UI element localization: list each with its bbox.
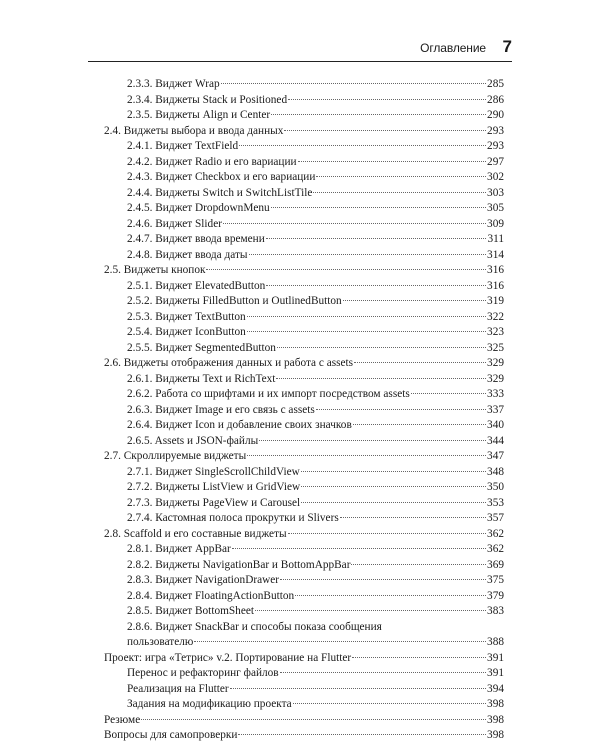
toc-entry-title: 2.4.7. Виджет ввода времени: [127, 233, 265, 245]
dot-leader: [313, 192, 486, 193]
toc-page-number: 302: [487, 171, 504, 183]
toc-page-number: 311: [487, 233, 504, 245]
toc-entry-title: 2.6.1. Виджеты Text и RichText: [127, 372, 276, 385]
toc-entry[interactable]: [104, 403, 504, 419]
toc-entry[interactable]: [104, 666, 504, 682]
toc-page-number: 309: [487, 217, 504, 230]
toc-page-number: 305: [487, 202, 504, 214]
dot-leader: [316, 409, 486, 410]
dot-leader: [247, 455, 486, 456]
dot-leader: [223, 223, 486, 224]
toc-entry[interactable]: [104, 77, 504, 93]
dot-leader: [352, 657, 486, 658]
toc-page-number: 297: [487, 155, 504, 168]
dot-leader: [266, 285, 486, 286]
page-header: [88, 39, 512, 62]
toc-entry-title: Вопросы для самопроверки: [104, 729, 238, 741]
toc-page-number: 340: [487, 419, 504, 431]
toc-entry[interactable]: [104, 155, 504, 171]
toc-entry-title: Перенос и рефакторинг файлов: [127, 667, 279, 679]
dot-leader: [301, 502, 486, 503]
toc-page-number: 398: [487, 698, 504, 710]
dot-leader: [141, 719, 486, 720]
toc-entry-title: Резюме: [104, 713, 141, 726]
toc-entry-title: 2.4.1. Виджет TextField: [127, 140, 239, 152]
toc-page-number: 316: [487, 264, 504, 276]
toc-entry-title: 2.5. Виджеты кнопок: [104, 264, 206, 276]
toc-entry[interactable]: [104, 558, 504, 574]
toc-page-number: 290: [487, 109, 504, 121]
toc-page-number: 379: [487, 589, 504, 602]
toc-page-number: 286: [487, 93, 504, 106]
toc-entry-title: 2.8. Scaffold и его составные виджеты: [104, 527, 287, 540]
toc-entry[interactable]: [104, 93, 504, 109]
toc-entry[interactable]: [104, 279, 504, 295]
toc-entry[interactable]: [104, 201, 504, 217]
toc-entry[interactable]: [104, 310, 504, 326]
dot-leader: [276, 378, 486, 379]
toc-entry[interactable]: [104, 170, 504, 186]
toc-entry-title: 2.4.8. Виджет ввода даты: [127, 248, 248, 261]
toc-page-number: 333: [487, 388, 504, 400]
toc-page-number: 398: [487, 713, 504, 726]
toc-entry-title: 2.6.2. Работа со шрифтами и их импорт посредством assets: [127, 388, 410, 400]
toc-entry[interactable]: [104, 248, 504, 264]
toc-page-number: 350: [487, 481, 504, 493]
toc-page-number: 314: [487, 248, 504, 261]
toc-entry-title: 2.7. Скроллируемые виджеты: [104, 450, 247, 462]
dot-leader: [288, 533, 486, 534]
toc-page-number: 391: [487, 667, 504, 679]
toc-page-number: 375: [487, 574, 504, 586]
toc-entry-title-cont: пользователю: [127, 636, 194, 648]
running-title: Оглавление: [420, 41, 486, 55]
toc-entry-title: 2.4.5. Виджет DropdownMenu: [127, 202, 270, 214]
toc-page-number: 293: [487, 140, 504, 152]
dot-leader: [238, 734, 486, 735]
toc-entry-title: 2.6.3. Виджет Image и его связь с assets: [127, 403, 315, 416]
toc-entry-title: 2.6. Виджеты отображения данных и работа с assets: [104, 357, 354, 369]
toc-entry-title: 2.8.1. Виджет AppBar: [127, 543, 231, 555]
toc-entry-title: 2.4.6. Виджет Slider: [127, 217, 222, 230]
toc-entry-title: 2.8.6. Виджет SnackBar и способы показа сообщения: [127, 620, 382, 633]
dot-leader: [232, 548, 486, 549]
toc-page-number: 316: [487, 279, 504, 292]
toc-page-number: 357: [487, 512, 504, 524]
toc-entry[interactable]: [104, 372, 504, 388]
toc-entry-title: 2.5.4. Виджет IconButton: [127, 326, 246, 338]
toc-entry[interactable]: [104, 542, 504, 558]
dot-leader: [221, 83, 486, 84]
toc-entry-title: 2.7.4. Кастомная полоса прокрутки и Slivers: [127, 512, 339, 524]
dot-leader: [280, 672, 486, 673]
toc-entry[interactable]: [104, 697, 504, 713]
toc-entry[interactable]: [104, 573, 504, 589]
toc-entry[interactable]: [104, 511, 504, 527]
toc-entry[interactable]: [104, 465, 504, 481]
toc-page-number: 391: [487, 651, 504, 664]
toc-entry-title: 2.4.3. Виджет Checkbox и его вариации: [127, 171, 316, 183]
toc-page-number: 394: [487, 682, 504, 695]
toc-page-number: 369: [487, 558, 504, 571]
dot-leader: [343, 300, 486, 301]
toc-page-number: 322: [487, 310, 504, 323]
toc-entry-title: 2.7.2. Виджеты ListView и GridView: [127, 481, 301, 493]
toc-entry[interactable]: [104, 356, 504, 372]
toc-entry[interactable]: [104, 418, 504, 434]
dot-leader: [288, 99, 486, 100]
toc-entry-title: 2.5.5. Виджет SegmentedButton: [127, 341, 276, 354]
dot-leader: [353, 424, 486, 425]
dot-leader: [301, 486, 486, 487]
toc-entry[interactable]: [104, 139, 504, 155]
toc-entry[interactable]: [104, 217, 504, 233]
dot-leader: [206, 269, 486, 270]
toc-entry[interactable]: [104, 232, 504, 248]
toc-page-number: 329: [487, 357, 504, 369]
toc-entry[interactable]: [104, 387, 504, 403]
toc-page-number: 362: [487, 543, 504, 555]
dot-leader: [259, 440, 486, 441]
dot-leader: [351, 564, 486, 565]
toc-entry-title: 2.5.3. Виджет TextButton: [127, 310, 246, 323]
toc-entry-title: Реализация на Flutter: [127, 682, 229, 695]
toc-entry[interactable]: [104, 325, 504, 341]
toc-entry[interactable]: [104, 496, 504, 512]
toc-entry[interactable]: [104, 449, 504, 465]
dot-leader: [354, 362, 486, 363]
dot-leader: [301, 471, 486, 472]
toc-entry-title: 2.4. Виджеты выбора и ввода данных: [104, 124, 284, 137]
toc-page-number: 344: [487, 434, 504, 447]
toc-entry[interactable]: [104, 728, 504, 744]
toc-entry[interactable]: [104, 589, 504, 605]
toc-page-number: 388: [487, 636, 504, 648]
toc-entry[interactable]: [104, 713, 504, 729]
toc-entry[interactable]: [104, 108, 504, 124]
dot-leader: [239, 145, 486, 146]
toc-entry[interactable]: [104, 341, 504, 357]
dot-leader: [411, 393, 486, 394]
toc-entry-title: 2.5.2. Виджеты FilledButton и OutlinedButton: [127, 295, 342, 307]
dot-leader: [230, 688, 486, 689]
toc-entry[interactable]: [104, 480, 504, 496]
toc-entry-title: 2.4.4. Виджеты Switch и SwitchListTile: [127, 186, 313, 199]
dot-leader: [266, 238, 487, 239]
dot-leader: [247, 331, 486, 332]
dot-leader: [277, 347, 486, 348]
toc-entry-title: Задания на модификацию проекта: [127, 698, 292, 710]
toc-entry[interactable]: [104, 620, 504, 651]
toc-entry-title: 2.8.5. Виджет BottomSheet: [127, 605, 254, 617]
toc-entry-title: 2.4.2. Виджет Radio и его вариации: [127, 155, 297, 168]
toc-entry-title: 2.5.1. Виджет ElevatedButton: [127, 279, 266, 292]
toc-entry-title: 2.3.4. Виджеты Stack и Positioned: [127, 93, 288, 106]
dot-leader: [271, 207, 486, 208]
toc-entry[interactable]: [104, 651, 504, 667]
toc-page-number: 353: [487, 496, 504, 509]
toc-page-number: 325: [487, 341, 504, 354]
toc-entry[interactable]: [104, 604, 504, 620]
toc-entry[interactable]: [104, 434, 504, 450]
toc-entry-continuation: [127, 635, 504, 651]
toc-page-number: 329: [487, 372, 504, 385]
toc-entry[interactable]: [104, 527, 504, 543]
toc-entry-title: 2.7.3. Виджеты PageView и Carousel: [127, 496, 301, 509]
toc-entry-title: 2.3.5. Виджеты Align и Center: [127, 109, 271, 121]
toc-entry-title: 2.8.4. Виджет FloatingActionButton: [127, 589, 295, 602]
toc-entry-title: 2.6.5. Assets и JSON-файлы: [127, 434, 259, 447]
toc-entry[interactable]: [104, 186, 504, 202]
dot-leader: [295, 595, 486, 596]
toc-entry[interactable]: [104, 263, 504, 279]
toc-page-number: 362: [487, 527, 504, 540]
toc-page-number: 303: [487, 186, 504, 199]
toc-page-number: 348: [487, 465, 504, 478]
toc-entry-title: Проект: игра «Тетрис» v.2. Портирование на Flutter: [104, 651, 352, 664]
toc-page-number: 337: [487, 403, 504, 416]
toc-entry-title: 2.3.3. Виджет Wrap: [127, 78, 220, 90]
dot-leader: [194, 641, 486, 642]
dot-leader: [298, 161, 486, 162]
dot-leader: [316, 176, 486, 177]
toc-entry-title: 2.7.1. Виджет SingleScrollChildView: [127, 465, 300, 478]
dot-leader: [255, 610, 486, 611]
table-of-contents: [104, 77, 504, 744]
toc-entry-title: 2.8.2. Виджеты NavigationBar и BottomAppBar: [127, 558, 351, 571]
toc-page-number: 398: [487, 729, 504, 741]
dot-leader: [271, 114, 486, 115]
toc-entry-title: 2.6.4. Виджет Icon и добавление своих значков: [127, 419, 352, 431]
toc-page-number: 293: [487, 124, 504, 137]
toc-entry[interactable]: [104, 124, 504, 140]
toc-page-number: 383: [487, 605, 504, 617]
dot-leader: [280, 579, 486, 580]
toc-page-number: 323: [487, 326, 504, 338]
toc-page-number: 285: [487, 78, 504, 90]
toc-page-number: 347: [487, 450, 504, 462]
page-number: 7: [502, 37, 512, 56]
dot-leader: [249, 254, 487, 255]
toc-entry[interactable]: [104, 682, 504, 698]
dot-leader: [293, 703, 486, 704]
toc-entry-title: 2.8.3. Виджет NavigationDrawer: [127, 574, 280, 586]
toc-entry[interactable]: [104, 294, 504, 310]
toc-page-number: 319: [487, 295, 504, 307]
dot-leader: [247, 316, 486, 317]
dot-leader: [340, 517, 486, 518]
dot-leader: [284, 130, 486, 131]
